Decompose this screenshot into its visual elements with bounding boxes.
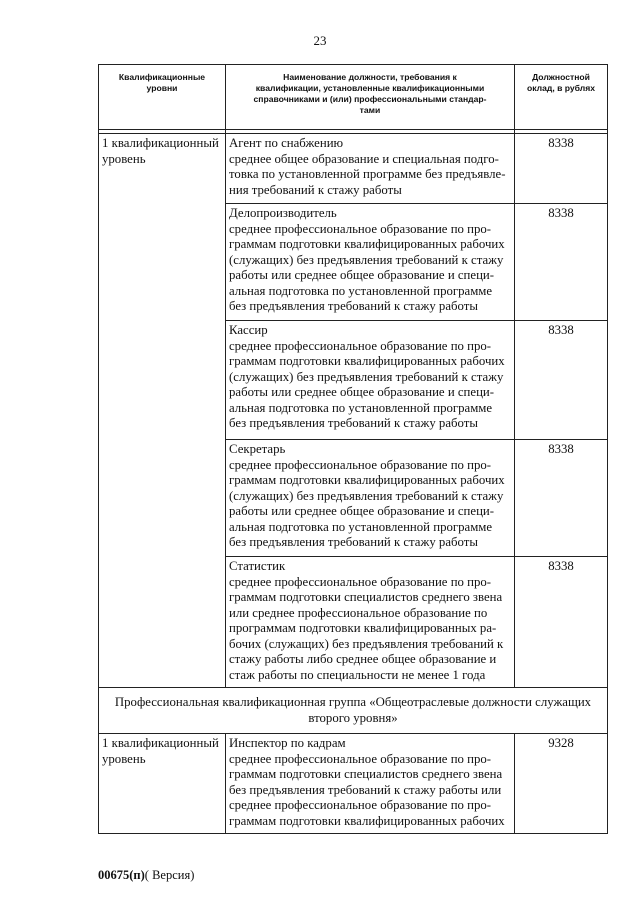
position-cell: Секретарь среднее профессиональное образование по про- граммам подготовки квалифицированных рабочих (служащих) без предъявления требований к стажу работы или среднее общее образование и специ- альная подготовка по установленной программе без предъявления требований к стажу работы (226, 440, 515, 557)
footer (98, 868, 194, 883)
document-version: ( Версия) (144, 868, 195, 882)
document-code: 00675(п) (98, 868, 145, 882)
position-cell: Кассир среднее профессиональное образование по про- граммам подготовки квалифицированных рабочих (служащих) без предъявления требований к стажу работы или среднее общее образование и специ- альная подготовка по установленной программе без предъявления требований к стажу работы (226, 321, 515, 440)
salary-cell: 8338 (515, 204, 608, 321)
salary-table (98, 64, 608, 834)
qualification-level-cell: 1 квалификационный уровень (99, 134, 226, 688)
position-cell: Статистик среднее профессиональное образование по про- граммам подготовки специалистов среднего звена или среднее профессиональное образование по программам подготовки квалифицированных ра- бочих (служащих) без предъявления требований к стажу работы либо среднее общее образование и стаж работы по специальности не менее 1 года (226, 557, 515, 688)
table-row (99, 734, 608, 834)
header-qualification-levels: Квалификационные уровни (99, 65, 226, 130)
salary-cell: 8338 (515, 321, 608, 440)
salary-cell: 9328 (515, 734, 608, 834)
table-row (99, 134, 608, 204)
salary-cell: 8338 (515, 557, 608, 688)
position-cell: Инспектор по кадрам среднее профессиональное образование по про- граммам подготовки специалистов среднего звена без предъявления требований к стажу работы или среднее профессиональное образование по про- граммам подготовки квалифицированных рабочих (226, 734, 515, 834)
page-number: 23 (313, 33, 327, 48)
salary-cell: 8338 (515, 440, 608, 557)
table-header-row (99, 65, 608, 130)
qualification-level-cell: 1 квалификационный уровень (99, 734, 226, 834)
group-title-row (99, 688, 608, 734)
header-salary: Должностной оклад, в рублях (515, 65, 608, 130)
position-cell: Агент по снабжению среднее общее образование и специальная подго- товка по установленной программе без предъявле- ния требований к стажу работы (226, 134, 515, 204)
header-position-requirements: Наименование должности, требования к квалификации, установленные квалификационными справочниками и (или) профессиональными стандар- тами (226, 65, 515, 130)
group-title: Профессиональная квалификационная группа «Общеотраслевые должности служащих второго уровня» (99, 688, 608, 734)
position-cell: Делопроизводитель среднее профессиональное образование по про- граммам подготовки квалифицированных рабочих (служащих) без предъявления требований к стажу работы или среднее общее образование и специ- альная подготовка по установленной программе без предъявления требований к стажу работы (226, 204, 515, 321)
salary-cell: 8338 (515, 134, 608, 204)
